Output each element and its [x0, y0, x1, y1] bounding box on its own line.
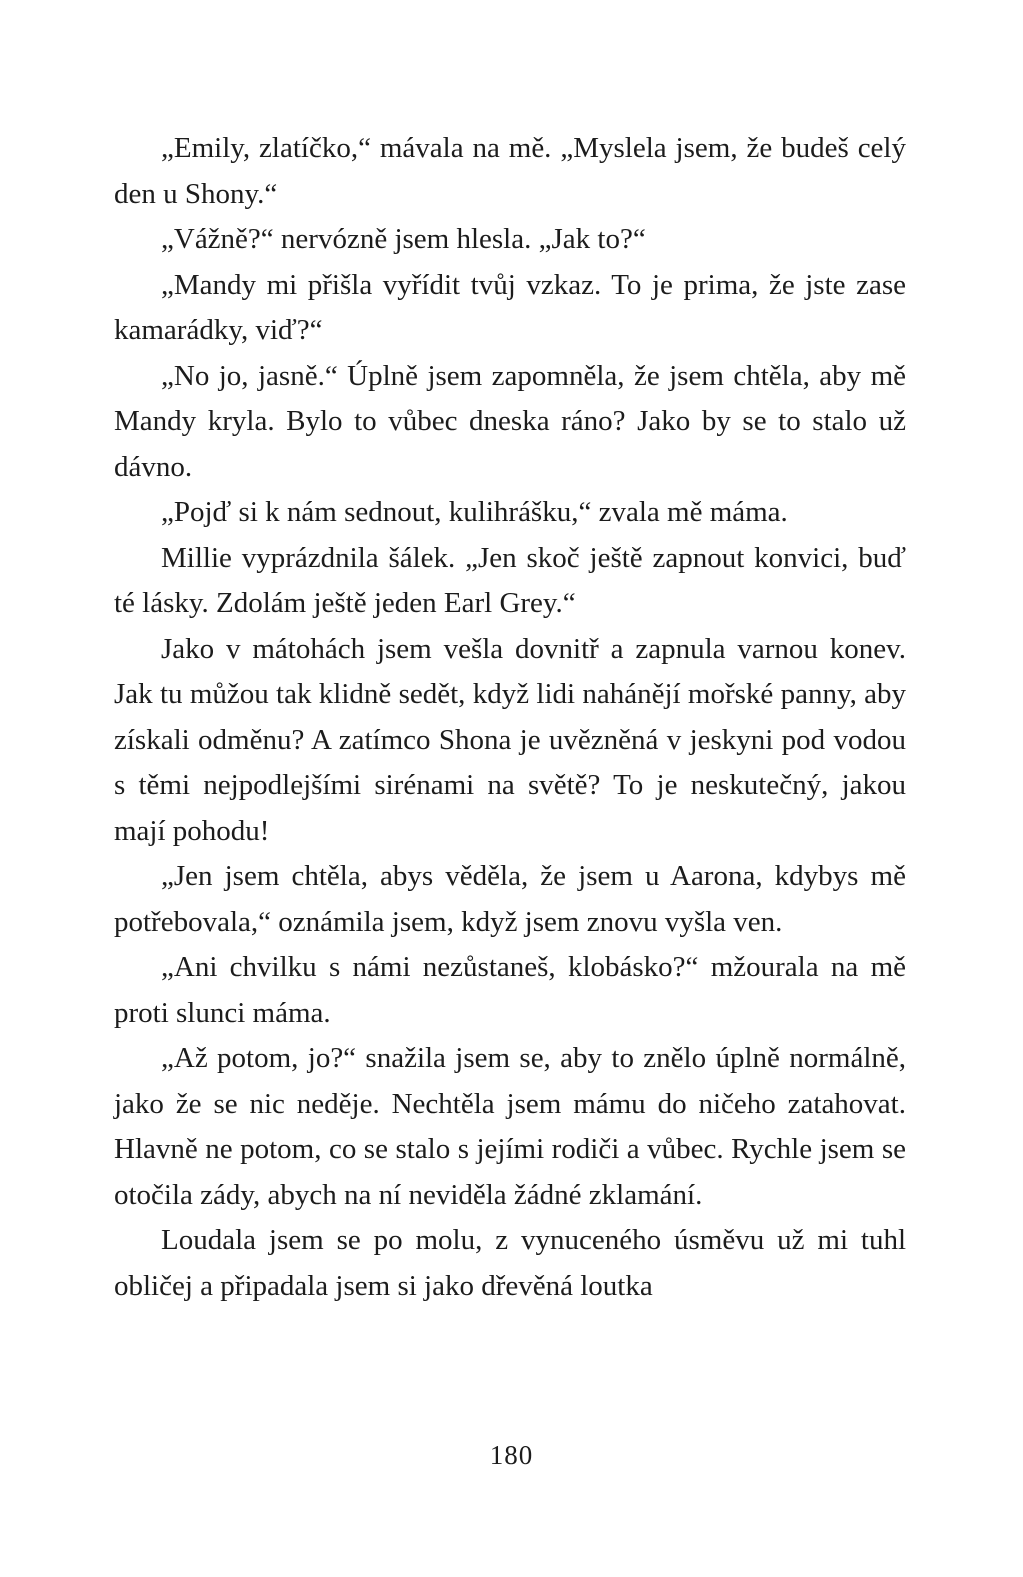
paragraph: „No jo, jasně.“ Úplně jsem zapomněla, že jsem chtěla, aby mě Mandy kryla. Bylo to vůbec dneska ráno? Jako by se to stalo už dávno. [114, 359, 906, 483]
page-text [114, 126, 906, 1309]
paragraph: Loudala jsem se po molu, z vynuceného úsměvu už mi tuhl obličej a připadala jsem si jako dřevěná loutka [114, 1224, 906, 1302]
page-number: 180 [489, 1440, 534, 1470]
paragraph: Millie vyprázdnila šálek. „Jen skoč ještě zapnout konvici, buď té lásky. Zdolám ještě jeden Earl Grey.“ [114, 541, 906, 619]
paragraph: Jako v mátohách jsem vešla dovnitř a zapnula varnou konev. Jak tu můžou tak klidně sedět, když lidi nahánějí mořské panny, aby získali odměnu? A zatímco Shona je uvězněná v jeskyni pod vodou s těmi nejpodlejšími sirénami na světě? To je neskutečný, jakou mají pohodu! [114, 632, 906, 847]
paragraph: „Až potom, jo?“ snažila jsem se, aby to znělo úplně normálně, jako že se nic neděje. Nechtěla jsem mámu do ničeho zatahovat. Hlavně ne potom, co se stalo s jejími rodiči a vůbec. Rychle jsem se otočila zády, abych na ní neviděla žádné zklamání. [114, 1042, 906, 1211]
paragraph: „Vážně?“ nervózně jsem hlesla. „Jak to?“ [161, 223, 646, 255]
paragraph: „Pojď si k nám sednout, kulihrášku,“ zvala mě máma. [161, 496, 788, 528]
paragraph: „Ani chvilku s námi nezůstaneš, klobásko?“ mžourala na mě proti slunci máma. [114, 951, 906, 1029]
paragraph: „Emily, zlatíčko,“ mávala na mě. „Myslela jsem, že budeš celý den u Shony.“ [114, 132, 906, 210]
paragraph: „Mandy mi přišla vyřídit tvůj vzkaz. To je prima, že jste zase kamarádky, viď?“ [114, 268, 906, 346]
paragraph: „Jen jsem chtěla, abys věděla, že jsem u Aarona, kdybys mě potřebovala,“ oznámila jsem, když jsem znovu vyšla ven. [114, 860, 906, 938]
